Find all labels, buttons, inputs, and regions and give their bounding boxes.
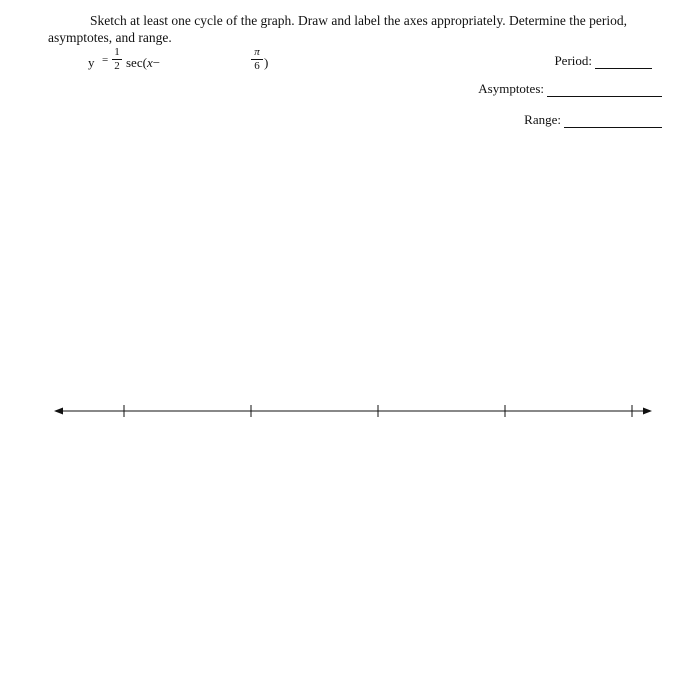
equation-variable: x: [146, 55, 153, 70]
shift-denominator: 6: [254, 60, 260, 72]
left-arrowhead: [54, 408, 63, 415]
asymptotes-label: Asymptotes:: [478, 81, 544, 96]
instructions-line-1: Sketch at least one cycle of the graph. Draw and label the axes appropriately. Determine the period,: [90, 13, 628, 28]
right-arrowhead: [643, 408, 652, 415]
instructions-line-2: asymptotes, and range.: [48, 30, 172, 45]
shift-numerator: π: [251, 47, 263, 60]
equation-minus: −: [152, 55, 161, 70]
coefficient-numerator: 1: [112, 47, 122, 60]
equation-lhs: y: [88, 55, 95, 70]
coefficient-denominator: 2: [114, 60, 120, 72]
equation-equals: =: [102, 54, 109, 66]
period-label: Period:: [554, 53, 592, 68]
function-close: ): [264, 55, 269, 70]
function-open: sec(: [126, 55, 147, 70]
range-label: Range:: [524, 112, 561, 127]
